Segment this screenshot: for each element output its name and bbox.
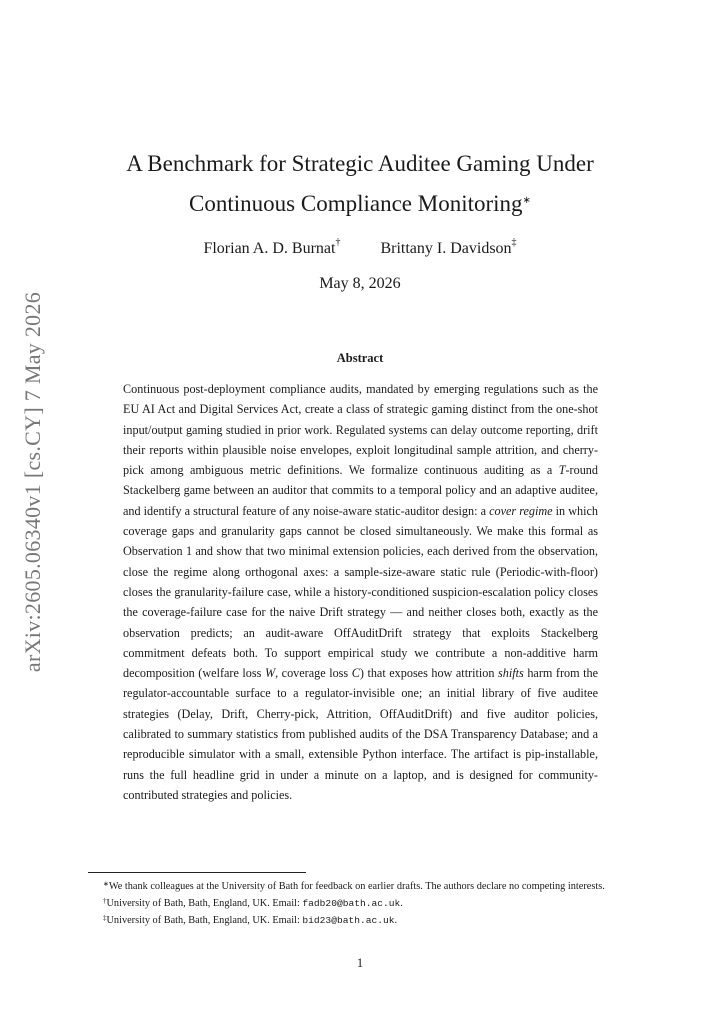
publication-date: May 8, 2026	[319, 275, 401, 292]
footnote-author-2: ‡University of Bath, Bath, England, UK. Email: bid23@bath.ac.uk.	[103, 914, 398, 926]
author-1-email: fadb20@bath.ac.uk	[302, 898, 401, 909]
footnote-author-1: †University of Bath, Bath, England, UK. Email: fadb20@bath.ac.uk.	[103, 897, 403, 909]
abstract-heading: Abstract	[336, 351, 384, 365]
author-2-email: bid23@bath.ac.uk	[302, 915, 395, 926]
author-2: Brittany I. Davidson‡	[380, 237, 517, 257]
title-line-2: Continuous Compliance Monitoring∗	[189, 191, 531, 216]
author-1: Florian A. D. Burnat†	[203, 237, 341, 257]
abstract-text: Continuous post-deployment compliance audits, mandated by emerging regulations such as the EU AI Act and Digital Services Act, create a class of strategic gaming distinct from the one-shot input/output gaming studied in prior work. Regulated systems can delay outcome reporting, drift their reports within plausible noise envelopes, exploit longitudinal sample attrition, and cherry-pick among ambiguous metric definitions. We formalize continuous auditing as a T-round Stackelberg game between an auditor that commits to a temporal policy and an adaptive auditee, and identify a structural feature of any noise-aware static-auditor design: a cover regime in which coverage gaps and granularity gaps cannot be closed simultaneously. We make this formal as Observation 1 and show that two minimal extension policies, each derived from the observation, close the regime along orthogonal axes: a sample-size-aware static rule (Periodic-with-floor) closes the granularity-failure case, while a history-conditioned suspicion-escalation policy closes the coverage-failure case for the naive Drift strategy — and neither closes both, exactly as the observation predicts; an audit-aware OffAuditDrift strategy that exploits Stackelberg commitment defeats both. To support empirical study we contribute a non-additive harm decomposition (welfare loss W, coverage loss C) that exposes how attrition shifts harm from the regulator-accountable surface to a regulator-invisible one; an initial library of five auditee strategies (Delay, Drift, Cherry-pick, Attrition, OffAuditDrift) and five auditor policies, calibrated to summary statistics from published audits of the DSA Transparency Database; and a reproducible simulator with a small, extensible Python interface. The artifact is pip-installable, runs the full headline grid in under a minute on a laptop, and is designed for community-contributed strategies and policies.	[123, 382, 599, 802]
footnote-acknowledgement: ∗We thank colleagues at the University of Bath for feedback on earlier drafts. The authors declare no competing interests.	[103, 880, 605, 892]
arxiv-identifier-stamp: arXiv:2605.06340v1 [cs.CY] 7 May 2026	[20, 291, 45, 673]
footnotes	[88, 877, 636, 928]
footnote-separator	[88, 872, 306, 873]
page-number: 1	[356, 956, 364, 970]
author-1-affiliation-mark: †	[335, 237, 341, 248]
title-line-1: A Benchmark for Strategic Auditee Gaming Under	[126, 151, 594, 176]
title-footnote-mark: ∗	[522, 195, 531, 206]
paper-title	[95, 145, 625, 222]
author-list	[120, 237, 600, 258]
author-2-affiliation-mark: ‡	[511, 237, 517, 248]
